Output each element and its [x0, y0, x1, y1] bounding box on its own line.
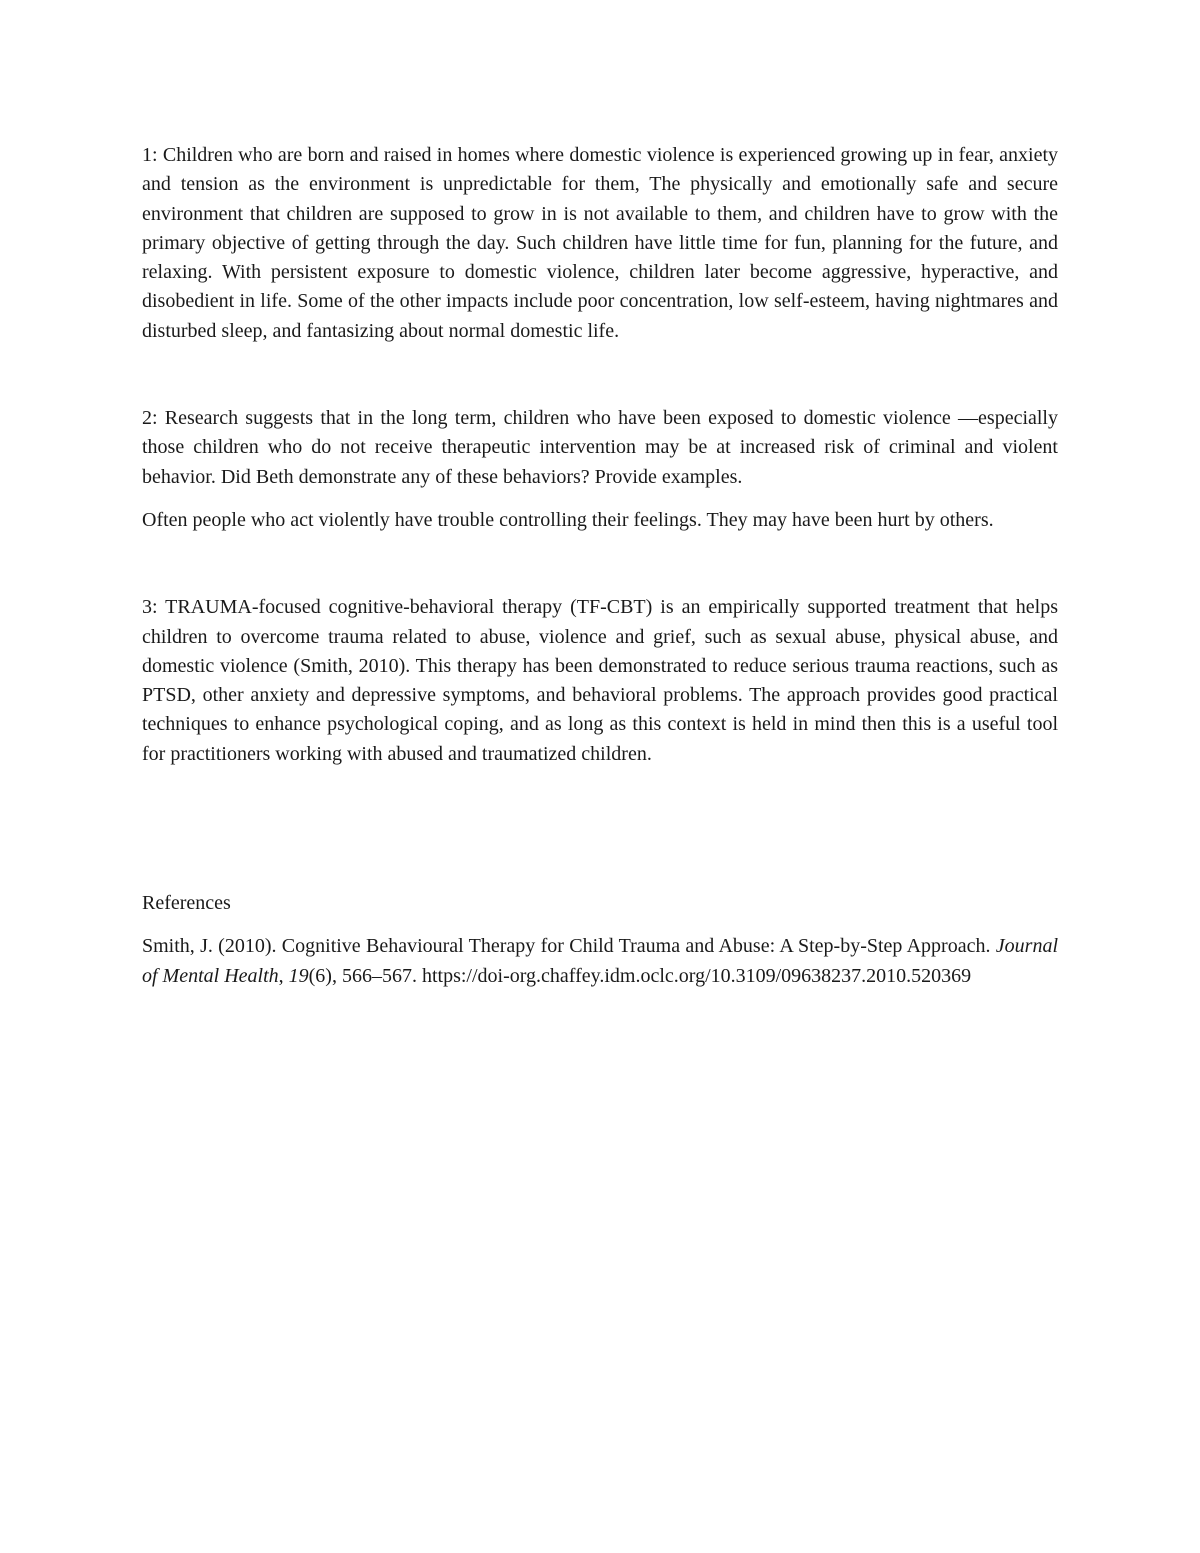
reference-volume: 19: [288, 964, 309, 987]
paragraph-answer-2: Often people who act violently have trouble controlling their feelings. They may have been hurt by others.: [142, 508, 994, 531]
reference-entry: [142, 932, 1058, 991]
reference-journal: Journal of Mental Health: [142, 935, 1058, 987]
references-heading: References: [142, 892, 231, 915]
document-page: [142, 141, 1058, 991]
reference-pages: , 566–567.: [331, 964, 422, 987]
paragraph-answer-1: 1: Children who are born and raised in homes where domestic violence is experienced growing up in fear, anxiety and tension as the environment is unpredictable for them, The physically and emotionally safe and secure environment that children are supposed to grow in is not available to them, and children have to grow with the primary objective of getting through the day. Such children have little time for fun, planning for the future, and relaxing. With persistent exposure to domestic violence, children later become aggressive, hyperactive, and disobedient in life. Some of the other impacts include poor concentration, low self-esteem, having nightmares and disturbed sleep, and fantasizing about normal domestic life.: [142, 144, 1058, 342]
reference-url[interactable]: https://doi-org.chaffey.idm.oclc.org/10.3109/09638237.2010.520369: [421, 964, 972, 987]
paragraph-answer-3: 3: TRAUMA-focused cognitive-behavioral therapy (TF-CBT) is an empirically supported treatment that helps children to overcome trauma related to abuse, violence and grief, such as sexual abuse, physical abuse, and domestic violence (Smith, 2010). This therapy has been demonstrated to reduce serious trauma reactions, such as PTSD, other anxiety and depressive symptoms, and behavioral problems. The approach provides good practical techniques to enhance psychological coping, and as long as this context is held in mind then this is a useful tool for practitioners working with abused and traumatized children.: [142, 596, 1058, 765]
reference-separator: ,: [278, 964, 289, 987]
reference-prefix: Smith, J. (2010). Cognitive Behavioural Therapy for Child Trauma and Abuse: A Step-by-Step Approach.: [142, 935, 996, 958]
paragraph-question-2: 2: Research suggests that in the long term, children who have been exposed to domestic violence —especially those children who do not receive therapeutic intervention may be at increased risk of criminal and violent behavior. Did Beth demonstrate any of these behaviors? Provide examples.: [142, 407, 1058, 488]
reference-issue: (6): [308, 964, 332, 987]
